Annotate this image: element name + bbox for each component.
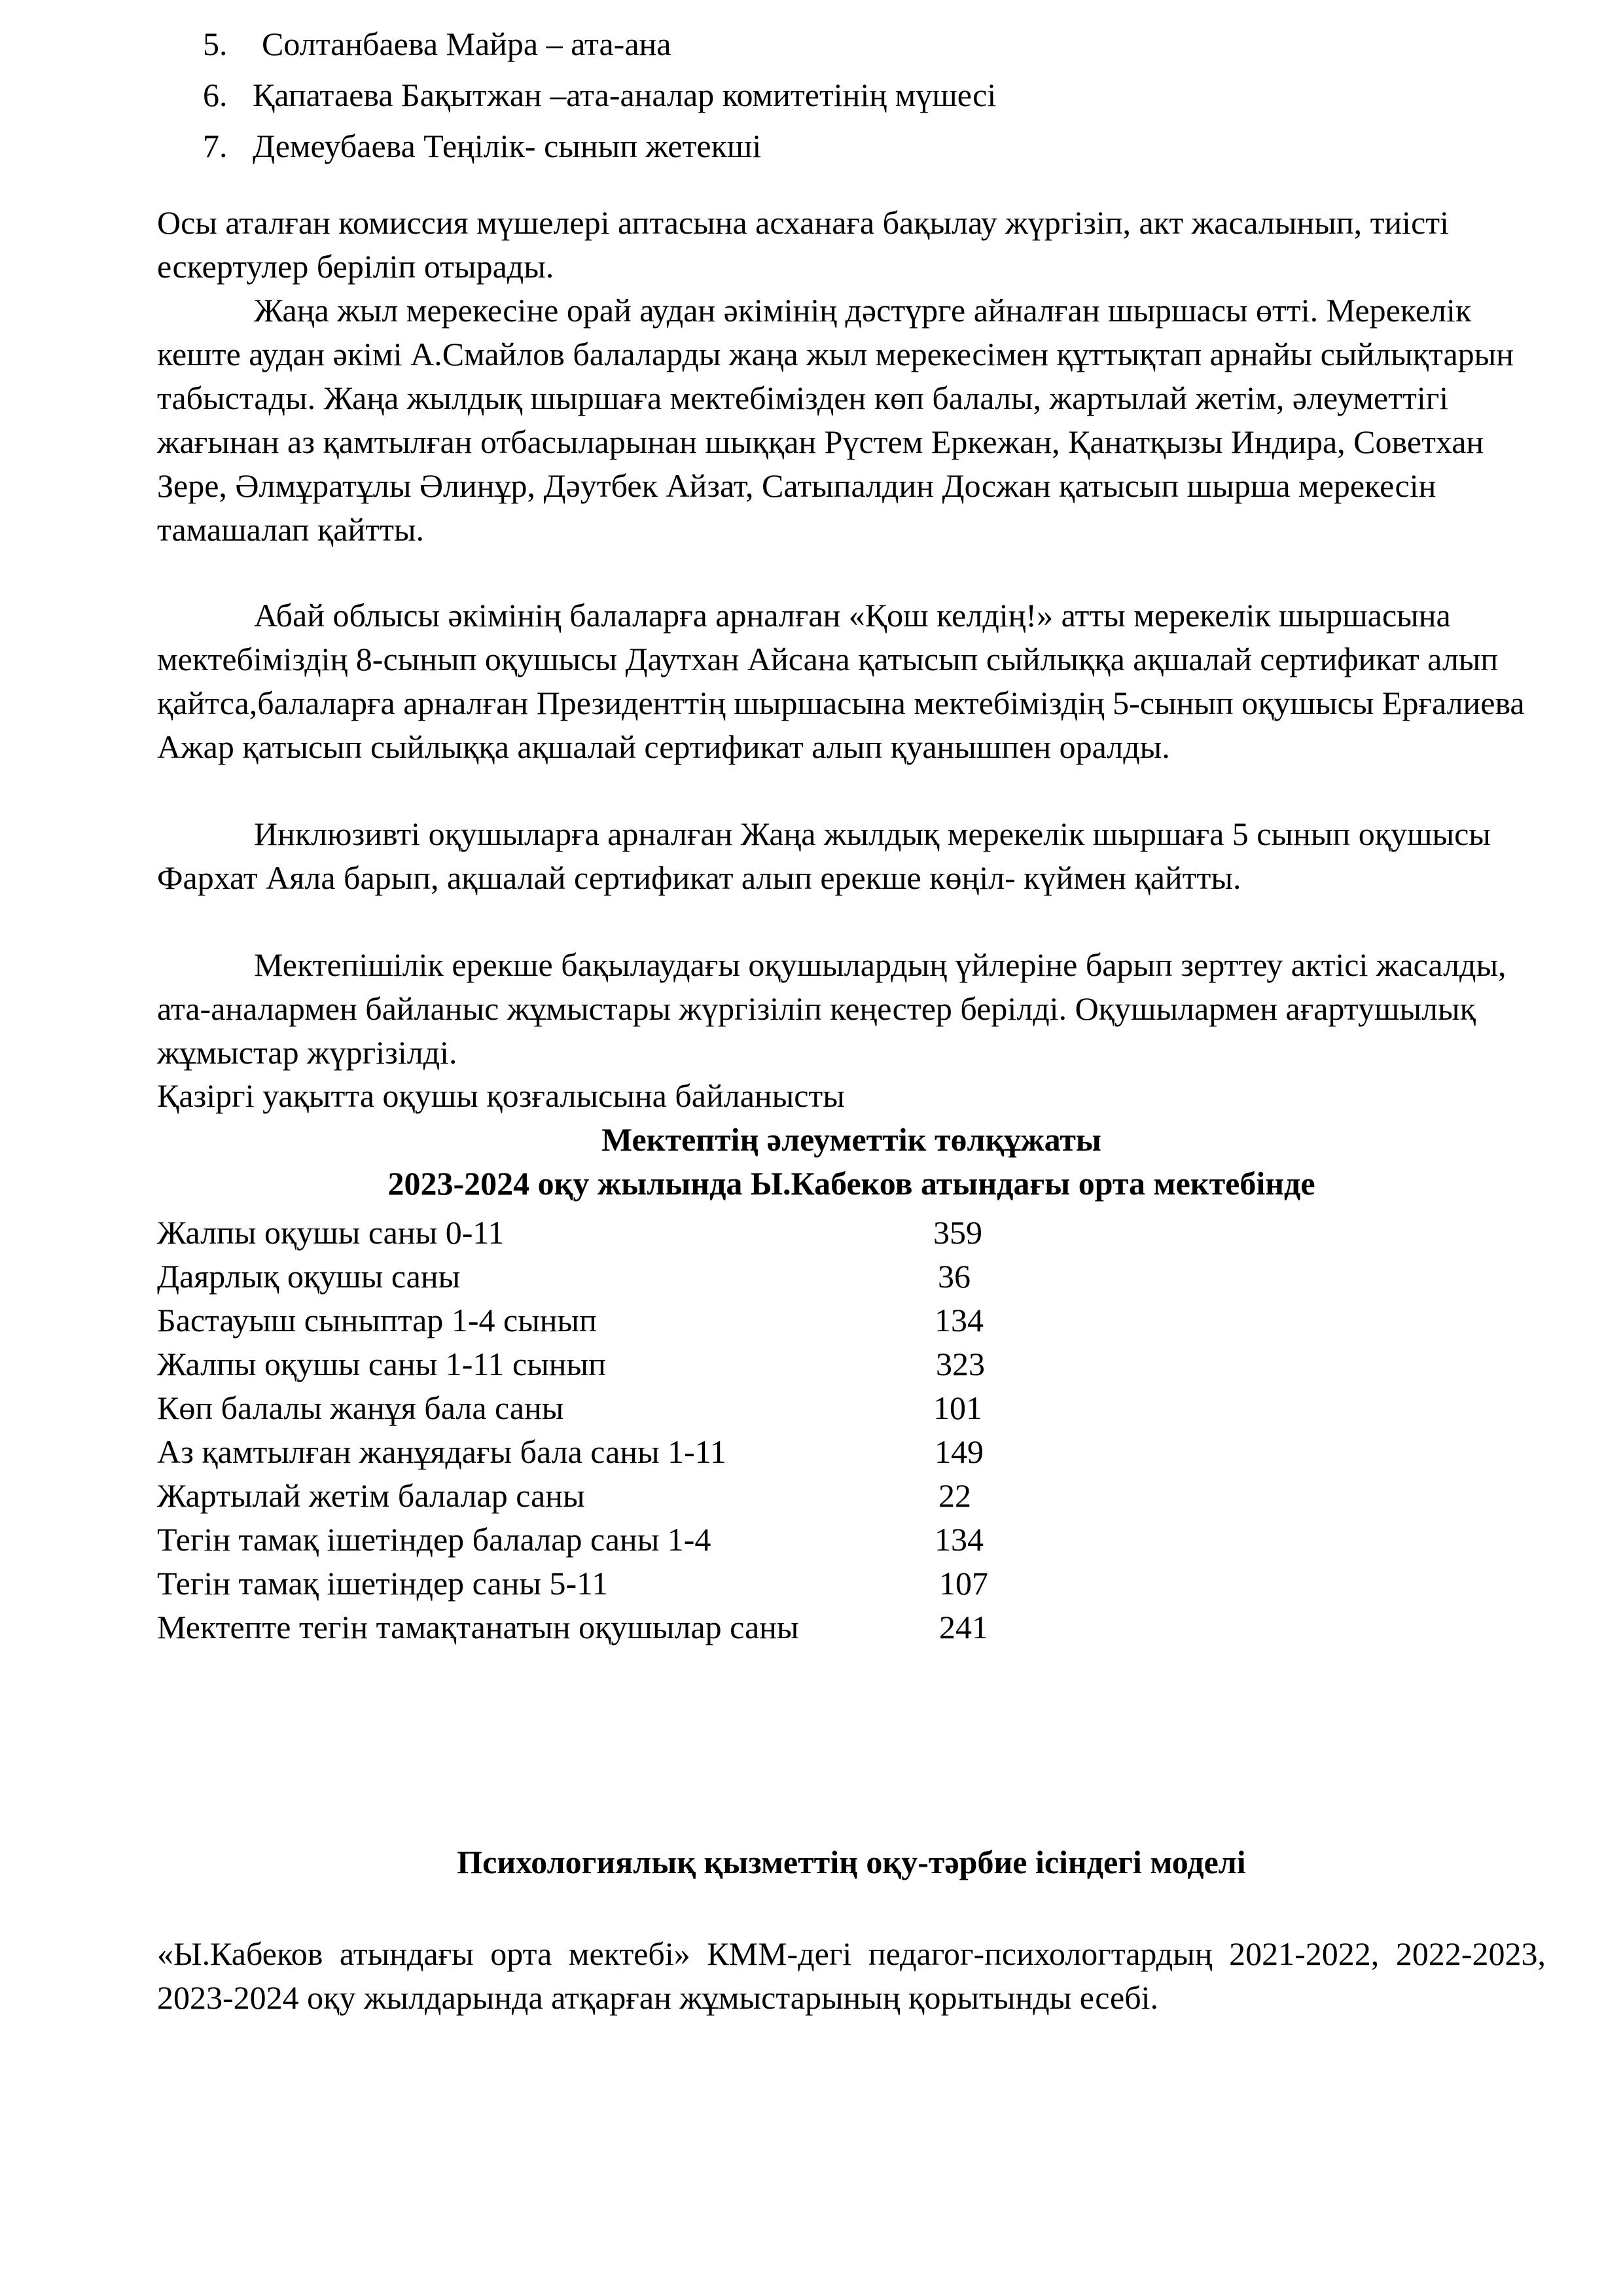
psych-title: Психологиялық қызметтің оқу-тәрбие ісіндегі моделі <box>457 1844 1246 1880</box>
numbered-list <box>203 18 996 171</box>
list-item-text: Демеубаева Теңілік- сынып жетекші <box>253 128 762 164</box>
list-item-number: 5. <box>203 26 228 62</box>
list-item-text: Қапатаева Бақытжан –ата-аналар комитетінің мүшесі <box>253 77 997 113</box>
paragraph-abai: Абай облысы әкімінің балаларға арналған «Қош келдің!» атты мерекелік шыршасына мектебіміздің 8-сынып оқушысы Даутхан Айсана қатысып сыйлыққа ақшалай сертификат алып қайтса,балаларға арналған Президенттің шыршасына мектебіміздің 5-сынып оқушысы Ерғалиева Ажар қатысып сыйлыққа ақшалай сертификат алып қуанышпен оралды. <box>157 597 1525 765</box>
stats-row <box>157 1211 1073 1255</box>
paragraph-movement: Қазіргі уақытта оқушы қозғалысына байланысты <box>157 1077 845 1114</box>
list-item <box>203 120 996 171</box>
stats-value: 101 <box>933 1390 982 1426</box>
passport-subtitle: 2023-2024 оқу жылында Ы.Кабеков атындағы орта мектебінде <box>387 1165 1315 1202</box>
stats-value: 359 <box>933 1214 982 1251</box>
stats-row <box>157 1299 1073 1342</box>
stats-row <box>157 1342 1073 1386</box>
stats-row <box>157 1474 1073 1518</box>
paragraph-new-year: Жаңа жыл мерекесіне орай аудан әкімінің дәстүрге айналған шыршасы өтті. Мерекелік кеште аудан әкімі А.Смайлов балаларды жаңа жыл мерекесімен құттықтап арнайы сыйлықтарын табыстады. Жаңа жылдық шыршаға мектебімізден көп балалы, жартылай жетім, әлеуметтігі жағынан аз қамтылған отбасыларынан шыққан Рүстем Еркежан, Қанатқызы Индира, Советхан Зере, Әлмұратұлы Әлинұр, Дәутбек Айзат, Сатыпалдин Досжан қатысып шырша мерекесін тамашалап қайтты. <box>157 292 1514 548</box>
psych-paragraph: «Ы.Кабеков атындағы орта мектебі» КММ-дегі педагог-психологтардың 2021-2022, 2022-2023, 2023-2024 оқу жылдарында атқарған жұмыстарының қорытынды есебі. <box>157 1935 1546 2016</box>
stats-value: 241 <box>939 1609 988 1645</box>
stats-row <box>157 1605 1073 1649</box>
stats-label: Аз қамтылған жанұядағы бала саны 1-11 <box>157 1433 726 1470</box>
stats-value: 107 <box>939 1565 988 1602</box>
passport-stats-list <box>157 1211 1073 1649</box>
stats-row <box>157 1518 1073 1562</box>
stats-value: 149 <box>935 1433 984 1470</box>
stats-row <box>157 1386 1073 1430</box>
stats-row <box>157 1562 1073 1605</box>
stats-label: Бастауыш сыныптар 1-4 сынып <box>157 1302 597 1338</box>
paragraph-commission: Осы аталған комиссия мүшелері аптасына асханаға бақылау жүргізіп, акт жасалынып, тиісті ескертулер беріліп отырады. <box>157 204 1449 285</box>
paragraph-school: Мектепішілік ерекше бақылаудағы оқушылардың үйлеріне барып зерттеу актісі жасалды, ата-аналармен байланыс жұмыстары жүргізіліп кеңестер берілді. Оқушылармен ағартушылық жұмыстар жүргізілді. <box>157 946 1507 1071</box>
stats-label: Жалпы оқушы саны 1-11 сынып <box>157 1346 606 1382</box>
stats-value: 22 <box>938 1477 971 1514</box>
stats-label: Жалпы оқушы саны 0-11 <box>157 1214 505 1251</box>
list-item <box>203 18 996 69</box>
stats-label: Мектепте тегін тамақтанатын оқушылар саны <box>157 1609 799 1645</box>
list-item-number: 6. <box>203 77 228 113</box>
stats-row <box>157 1430 1073 1474</box>
stats-value: 134 <box>935 1521 984 1558</box>
list-item <box>203 69 996 120</box>
stats-value: 323 <box>936 1346 985 1382</box>
list-item-text: Солтанбаева Майра – ата-ана <box>262 26 671 62</box>
stats-value: 36 <box>938 1258 971 1295</box>
list-item-number: 7. <box>203 128 228 164</box>
paragraph-inclusive: Инклюзивті оқушыларға арналған Жаңа жылдық мерекелік шыршаға 5 сынып оқушысы Фархат Аяла барып, ақшалай сертификат алып ерекше көңіл- күймен қайтты. <box>157 816 1491 896</box>
stats-label: Көп балалы жанұя бала саны <box>157 1390 564 1426</box>
passport-title: Мектептің әлеуметтік төлқұжаты <box>601 1121 1101 1158</box>
stats-label: Даярлық оқушы саны <box>157 1258 461 1295</box>
stats-label: Жартылай жетім балалар саны <box>157 1477 585 1514</box>
stats-label: Тегін тамақ ішетіндер саны 5-11 <box>157 1565 609 1602</box>
stats-label: Тегін тамақ ішетіндер балалар саны 1-4 <box>157 1521 711 1558</box>
stats-row <box>157 1255 1073 1299</box>
stats-value: 134 <box>935 1302 984 1338</box>
